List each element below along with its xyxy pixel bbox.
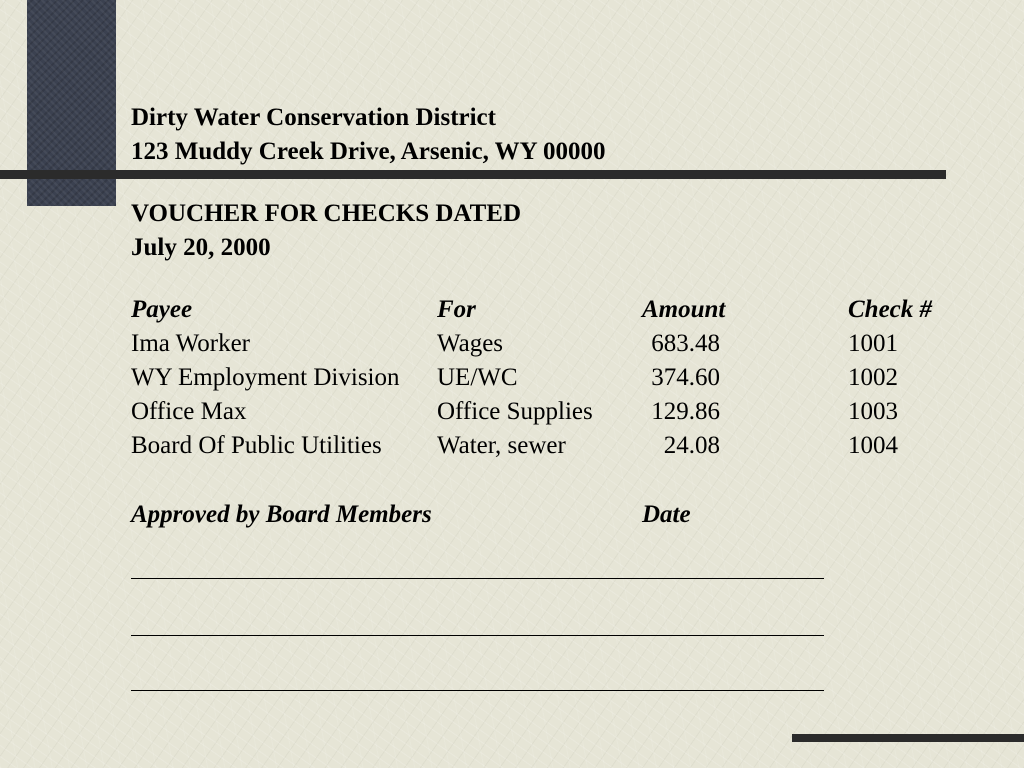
column-header-for: For [437, 296, 476, 323]
table-row-for: Water, sewer [437, 432, 566, 459]
column-header-payee: Payee [131, 296, 193, 323]
table-row-check: 1003 [848, 398, 898, 425]
approval-date-label: Date [642, 501, 691, 528]
signature-line [131, 635, 824, 636]
table-row-amount: 683.48 [651, 330, 720, 357]
organization-name: Dirty Water Conservation District [131, 104, 496, 131]
footer-divider [792, 734, 1024, 742]
voucher-title: VOUCHER FOR CHECKS DATED [131, 200, 522, 227]
table-row-check: 1001 [848, 330, 898, 357]
table-row-amount: 374.60 [651, 364, 720, 391]
signature-line [131, 690, 824, 691]
table-row-for: Office Supplies [437, 398, 593, 425]
table-row-payee: Office Max [131, 398, 247, 425]
table-row-payee: Ima Worker [131, 330, 251, 357]
table-row-amount: 24.08 [663, 432, 720, 459]
table-row-for: UE/WC [437, 364, 518, 391]
column-header-check: Check # [848, 296, 933, 323]
organization-address: 123 Muddy Creek Drive, Arsenic, WY 00000 [131, 138, 606, 165]
column-header-amount: Amount [642, 296, 726, 323]
header-divider [0, 170, 946, 179]
table-row-check: 1004 [848, 432, 898, 459]
table-row-check: 1002 [848, 364, 898, 391]
approval-label: Approved by Board Members [131, 501, 432, 528]
signature-line [131, 578, 824, 579]
table-row-payee: WY Employment Division [131, 364, 400, 391]
table-row-amount: 129.86 [651, 398, 720, 425]
table-row-for: Wages [437, 330, 504, 357]
voucher-date: July 20, 2000 [131, 234, 271, 261]
table-row-payee: Board Of Public Utilities [131, 432, 382, 459]
